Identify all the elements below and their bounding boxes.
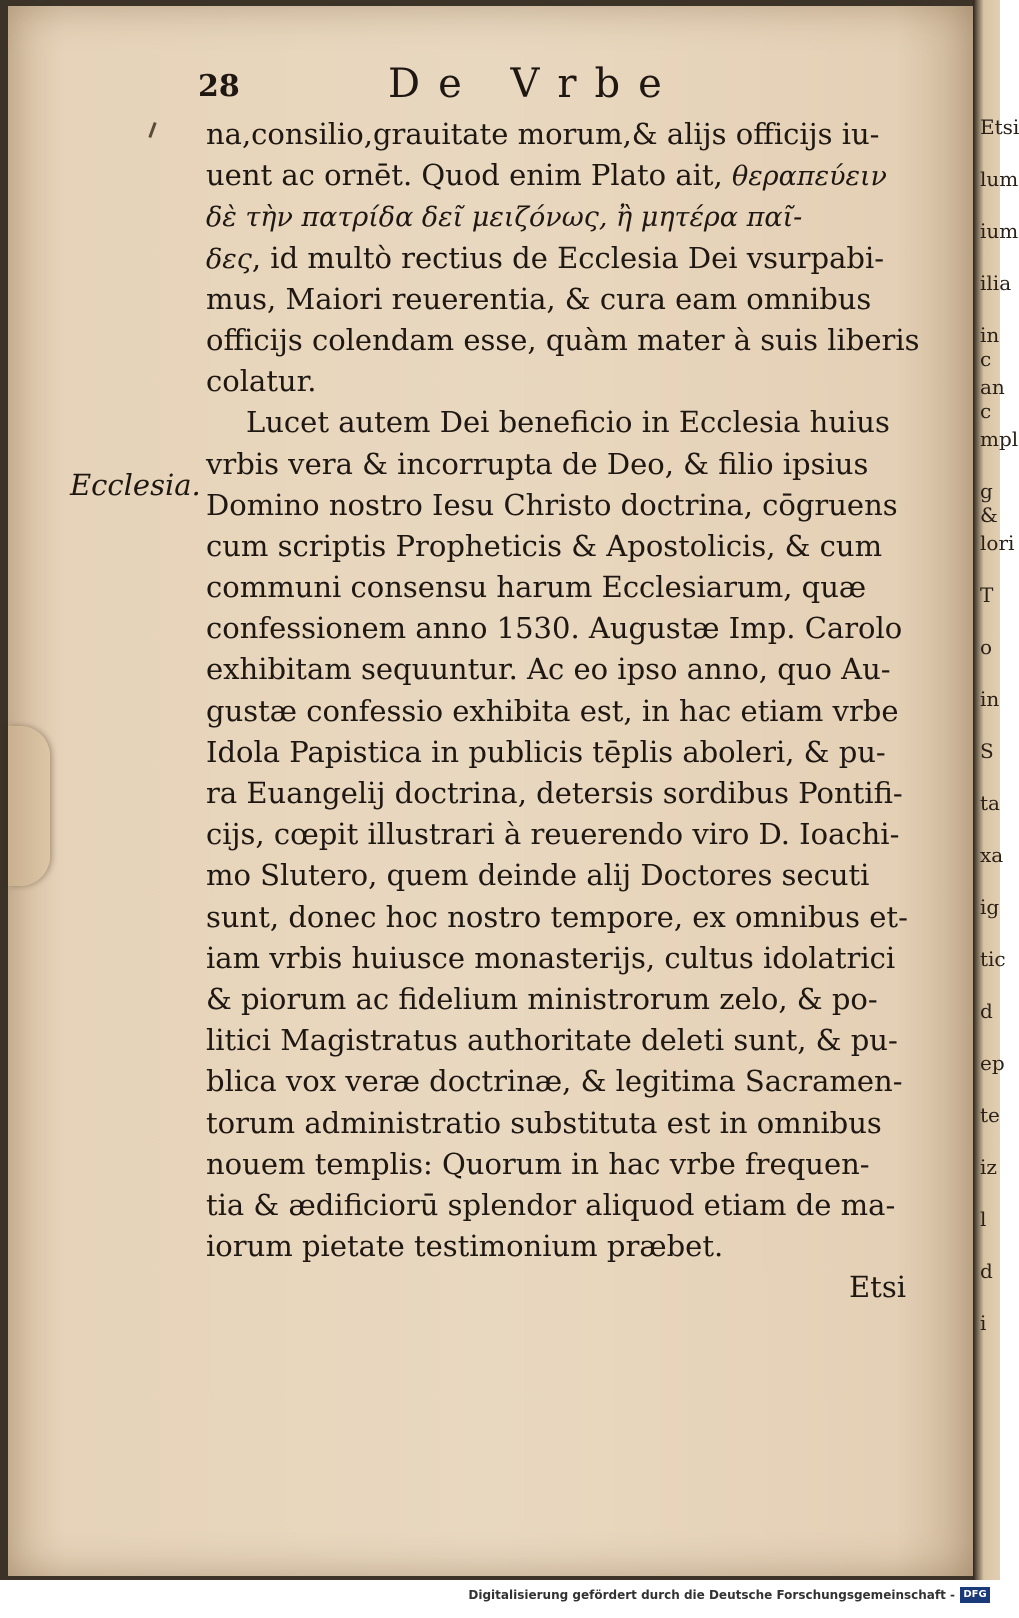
latin-text: sunt, donec hoc nostro tempore, ex omnibus et- — [206, 899, 908, 934]
text-line — [206, 444, 906, 485]
facing-page-fragment: i — [980, 1311, 987, 1335]
facing-page-fragment: o — [980, 635, 993, 659]
latin-text: litici Magistratus authoritate deleti sunt, & pu- — [206, 1023, 898, 1058]
greek-text: θεραπεύειν — [731, 161, 887, 193]
text-line — [206, 485, 906, 526]
text-line — [206, 320, 920, 361]
body-text — [206, 114, 920, 1308]
latin-text: , id multò rectius de Ecclesia Dei vsurpabi- — [251, 240, 885, 275]
ink-mark — [148, 122, 156, 138]
text-line — [206, 114, 906, 155]
latin-text: torum administratio substituta est in omnibus — [206, 1105, 882, 1140]
facing-page-fragment: g & — [980, 479, 998, 527]
greek-text: δὲ τὴν πατρίδα δεῖ μειζόνως, ἢ μητέρα παῖ- — [206, 202, 803, 234]
facing-page-fragment: T — [980, 583, 994, 607]
text-line — [206, 1226, 906, 1267]
latin-text: ra Euangelij doctrina, detersis sordibus Pontifi- — [206, 776, 903, 810]
latin-text: Etsi — [849, 1270, 906, 1305]
text-line — [206, 402, 906, 443]
facing-page-fragment: xa — [980, 843, 1004, 867]
facing-page-fragment: ilia — [980, 271, 1012, 295]
facing-page-fragment: iz — [980, 1155, 997, 1179]
latin-text: mo Slutero, quem deinde alij Doctores secuti — [206, 858, 870, 893]
latin-text: cum scriptis Propheticis & Apostolicis, & cum — [206, 528, 883, 563]
latin-text: iorum pietate testimonium præbet. — [206, 1229, 724, 1264]
facing-page-fragment: ig — [980, 895, 1000, 919]
latin-text: & piorum ac fidelium ministrorum zelo, & po- — [206, 981, 878, 1016]
text-line — [206, 814, 906, 855]
text-line — [206, 897, 906, 938]
facing-page-fragment: ium — [980, 219, 1019, 243]
facing-page-fragment: Etsi — [980, 115, 1019, 139]
facing-page-fragment: l — [980, 1207, 987, 1231]
facing-page-fragment: d — [980, 999, 993, 1023]
footer-credit: Digitalisierung gefördert durch die Deutsche Forschungsgemeinschaft - — [468, 1588, 955, 1602]
latin-text: confessionem anno 1530. Augustæ Imp. Carolo — [206, 611, 903, 646]
text-line — [206, 773, 906, 814]
latin-text: communi consensu harum Ecclesiarum, quæ — [206, 570, 867, 605]
text-line — [206, 567, 906, 608]
latin-text: Idola Papistica in publicis tēplis aboleri, & pu- — [206, 734, 886, 769]
text-line — [206, 196, 906, 237]
latin-text: vrbis vera & incorrupta de Deo, & filio ipsius — [206, 446, 869, 481]
facing-page-fragment: ta — [980, 791, 1000, 815]
latin-text: nouem templis: Quorum in hac vrbe frequen- — [206, 1146, 870, 1181]
facing-page-fragment: an c — [980, 375, 1005, 423]
latin-text: iam vrbis huiusce monasterijs, cultus idolatrici — [206, 940, 896, 975]
latin-text: mus, Maiori reuerentia, & cura eam omnibus — [206, 281, 872, 316]
text-line — [206, 1020, 906, 1061]
text-line — [206, 1061, 906, 1102]
text-line — [206, 279, 906, 320]
catchword — [206, 1267, 906, 1308]
facing-page-fragment: mpl — [980, 427, 1019, 451]
text-line — [206, 855, 906, 896]
facing-page-fragment: ep — [980, 1051, 1005, 1075]
text-line — [206, 649, 906, 690]
text-line — [206, 1144, 906, 1185]
latin-text: tia & ædificiorū splendor aliquod etiam de ma- — [206, 1187, 896, 1222]
page-clip — [8, 726, 50, 886]
text-line — [206, 526, 906, 567]
text-line — [206, 1103, 906, 1144]
latin-text: Domino nostro Iesu Christo doctrina, cōgruens — [206, 487, 898, 522]
facing-page-fragment: d — [980, 1259, 993, 1283]
page-header — [198, 61, 898, 111]
facing-page-fragment: lum — [980, 167, 1019, 191]
text-line — [206, 608, 906, 649]
latin-text: uent ac ornēt. Quod enim Plato ait, — [206, 158, 732, 193]
latin-text: blica vox veræ doctrinæ, & legitima Sacramen- — [206, 1064, 903, 1099]
facing-page-fragment: S — [980, 739, 994, 763]
book-page — [8, 6, 973, 1576]
text-line — [206, 155, 906, 196]
text-line — [206, 1185, 906, 1226]
latin-text: colatur. — [206, 364, 317, 399]
facing-page-fragment: lori — [980, 531, 1015, 555]
running-head: De Vrbe — [388, 61, 680, 107]
facing-page-fragment: te — [980, 1103, 1000, 1127]
facing-page-fragment: in — [980, 687, 1000, 711]
facing-page-fragment: tic — [980, 947, 1006, 971]
dfg-logo: DFG — [960, 1587, 990, 1603]
latin-text: officijs colendam esse, quàm mater à suis liberis — [206, 322, 920, 357]
page-number: 28 — [198, 69, 240, 104]
margin-note: Ecclesia. — [70, 468, 201, 502]
text-line — [206, 979, 906, 1020]
text-line — [206, 938, 906, 979]
greek-text: δες — [206, 243, 252, 275]
latin-text: Lucet autem Dei beneficio in Ecclesia huius — [246, 405, 890, 440]
text-line — [206, 732, 906, 773]
footer-bar — [0, 1580, 1000, 1618]
text-line — [206, 361, 906, 402]
latin-text: gustæ confessio exhibita est, in hac etiam vrbe — [206, 693, 899, 728]
latin-text: exhibitam sequuntur. Ac eo ipso anno, quo Au- — [206, 652, 891, 687]
text-line — [206, 238, 906, 279]
text-line — [206, 691, 906, 732]
latin-text: na,consilio,grauitate morum,& alijs officijs iu- — [206, 117, 880, 151]
facing-page-fragment: in c — [980, 323, 1000, 371]
latin-text: cijs, cœpit illustrari à reuerendo viro D. Ioachi- — [206, 817, 900, 852]
